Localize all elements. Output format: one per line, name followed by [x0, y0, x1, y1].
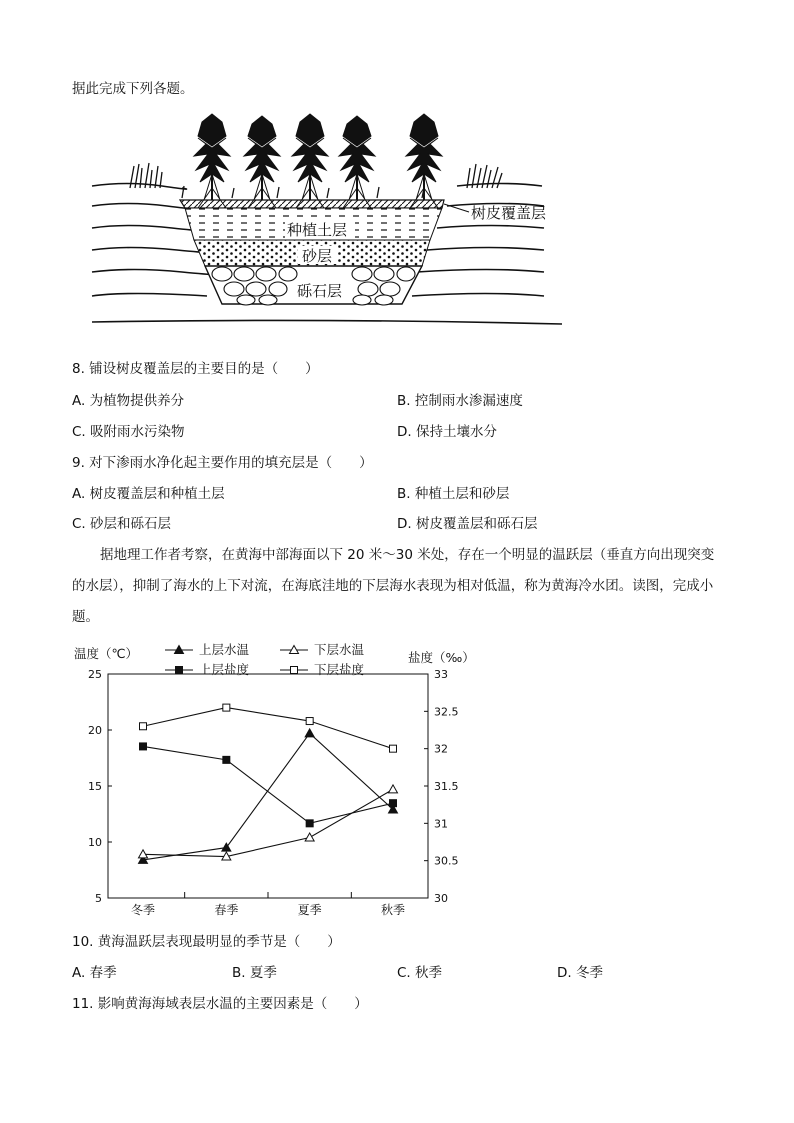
x-tick-label: 冬季 — [130, 903, 156, 917]
right-tick-label: 31.5 — [434, 780, 459, 793]
legend-label: 下层水温 — [314, 642, 365, 657]
data-point — [140, 723, 147, 730]
sand-layer-label: 砂层 — [302, 247, 333, 265]
q9-option-b[interactable]: B. 种植土层和砂层 — [397, 486, 510, 502]
left-axis-title: 温度（℃） — [74, 646, 139, 661]
data-point — [390, 745, 397, 752]
right-tick-label: 32 — [434, 742, 448, 756]
data-point — [139, 850, 148, 858]
data-point — [223, 704, 230, 711]
data-point — [306, 718, 313, 725]
intro-text: 据此完成下列各题。 — [72, 81, 194, 97]
data-point — [390, 800, 397, 807]
left-tick-label: 5 — [95, 892, 102, 905]
legend-marker — [291, 667, 298, 674]
right-tick-label: 33 — [434, 668, 448, 681]
data-point — [140, 743, 147, 750]
legend-label: 上层水温 — [199, 642, 250, 657]
rain-garden-diagram — [72, 108, 572, 344]
soil-layer-label: 种植土层 — [287, 221, 348, 239]
q11-stem: 11. 影响黄海海域表层水温的主要因素是（ ） — [72, 996, 368, 1012]
data-point — [389, 785, 398, 793]
right-tick-label: 31 — [434, 817, 448, 831]
data-point — [305, 833, 314, 841]
data-point — [222, 843, 231, 851]
chart-frame — [74, 642, 475, 917]
right-tick-label: 32.5 — [434, 705, 459, 719]
x-tick-label: 夏季 — [297, 903, 322, 917]
right-axis-title: 盐度（‰） — [408, 650, 475, 665]
q9-stem: 9. 对下渗雨水净化起主要作用的填充层是（ ） — [72, 455, 373, 471]
chart-marks — [139, 704, 398, 863]
data-point — [305, 729, 314, 737]
right-tick-label: 30 — [434, 892, 448, 905]
yellow-sea-chart — [60, 640, 480, 922]
x-tick-label: 春季 — [214, 903, 239, 917]
series-line — [143, 789, 393, 856]
right-tick-label: 30.5 — [434, 854, 459, 868]
bark-layer-label: 树皮覆盖层 — [471, 204, 547, 222]
q10-option-b[interactable]: B. 夏季 — [232, 965, 277, 981]
legend-label: 下层盐度 — [314, 662, 365, 677]
series-line — [143, 746, 393, 823]
legend-marker — [176, 667, 183, 674]
data-point — [223, 756, 230, 763]
q8-option-a[interactable]: A. 为植物提供养分 — [72, 393, 185, 409]
left-tick-label: 20 — [88, 724, 102, 737]
gravel-layer-label: 砾石层 — [297, 282, 343, 300]
q8-stem: 8. 铺设树皮覆盖层的主要目的是（ ） — [72, 361, 319, 377]
q9-option-d[interactable]: D. 树皮覆盖层和砾石层 — [397, 516, 538, 532]
q10-option-c[interactable]: C. 秋季 — [397, 965, 443, 981]
bark-layer — [180, 200, 444, 208]
q9-option-c[interactable]: C. 砂层和砾石层 — [72, 516, 172, 532]
data-point — [306, 820, 313, 827]
q8-option-d[interactable]: D. 保持土壤水分 — [397, 424, 497, 440]
legend-label: 上层盐度 — [199, 662, 250, 677]
left-tick-label: 10 — [88, 836, 102, 849]
q8-option-b[interactable]: B. 控制雨水渗漏速度 — [397, 393, 523, 409]
plot-border — [108, 674, 428, 898]
series-line — [143, 708, 393, 749]
q10-option-a[interactable]: A. 春季 — [72, 965, 117, 981]
left-tick-label: 25 — [88, 668, 102, 681]
q8-option-c[interactable]: C. 吸附雨水污染物 — [72, 424, 185, 440]
q9-option-a[interactable]: A. 树皮覆盖层和种植土层 — [72, 486, 225, 502]
q10-stem: 10. 黄海温跃层表现最明显的季节是（ ） — [72, 934, 341, 950]
x-tick-label: 秋季 — [380, 903, 406, 917]
left-tick-label: 15 — [88, 780, 102, 793]
q10-option-d[interactable]: D. 冬季 — [557, 965, 603, 981]
passage-text: 据地理工作者考察，在黄海中部海面以下 20 米～30 米处，存在一个明显的温跃层（垂直方向出现突变的水层），抑制了海水的上下对流，在海底洼地的下层海水表现为相对低温，称为黄海冷水团。读图，完成小题。 — [72, 547, 715, 625]
